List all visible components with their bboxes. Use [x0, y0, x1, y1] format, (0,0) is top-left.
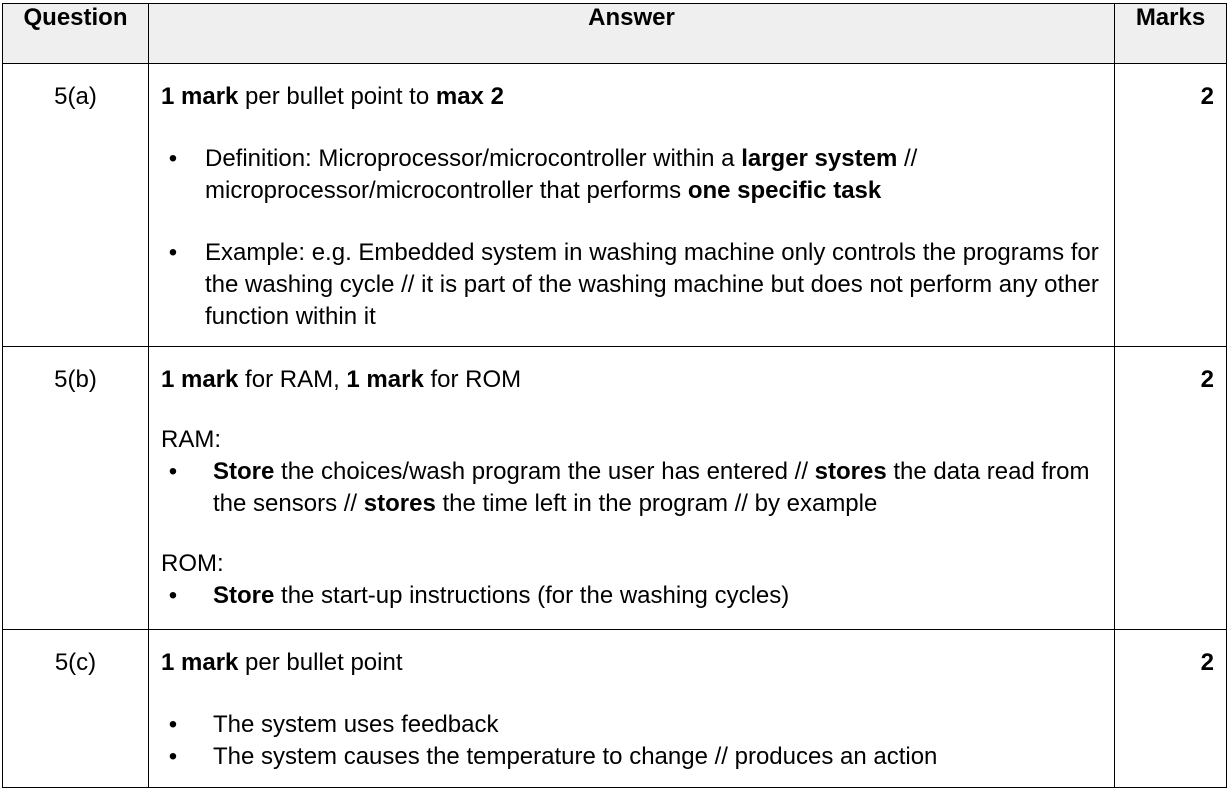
- header-question: Question: [3, 4, 149, 64]
- table-row: [3, 630, 1227, 788]
- header-row: [3, 4, 1227, 64]
- header-answer: Answer: [149, 4, 1115, 64]
- question-number: 5(c): [3, 630, 149, 788]
- question-number: 5(a): [3, 64, 149, 347]
- list-item: • Store the start-up instructions (for the washing cycles): [168, 582, 790, 609]
- rom-label: ROM:: [161, 550, 224, 577]
- answer-cell: [149, 64, 1115, 347]
- list-item: • Example: e.g. Embedded system in washing machine only controls the programs for the washing cycle // it is part of the washing machine but does not perform any other function within it: [168, 239, 1099, 330]
- marks-value: 2: [1115, 64, 1227, 347]
- marks-value: 2: [1115, 347, 1227, 630]
- mark-rule: 1 mark for RAM, 1 mark for ROM: [161, 366, 522, 393]
- mark-rule: 1 mark per bullet point to max 2: [161, 83, 504, 110]
- mark-scheme-table: [2, 3, 1227, 788]
- list-item: • The system uses feedback: [168, 711, 499, 738]
- list-item: • Store the choices/wash program the user has entered // stores the data read from the sensors // stores the time left in the program // by example: [168, 458, 1090, 517]
- answer-cell: [149, 347, 1115, 630]
- table-row: [3, 347, 1227, 630]
- list-item: • The system causes the temperature to change // produces an action: [168, 743, 938, 770]
- table-row: [3, 64, 1227, 347]
- header-marks: Marks: [1115, 4, 1227, 64]
- answer-cell: [149, 630, 1115, 788]
- question-number: 5(b): [3, 347, 149, 630]
- list-item: • Definition: Microprocessor/microcontroller within a larger system // microprocessor/microcontroller that performs one specific task: [168, 145, 918, 204]
- mark-rule: 1 mark per bullet point: [161, 649, 403, 676]
- marks-value: 2: [1115, 630, 1227, 788]
- ram-label: RAM:: [161, 426, 221, 453]
